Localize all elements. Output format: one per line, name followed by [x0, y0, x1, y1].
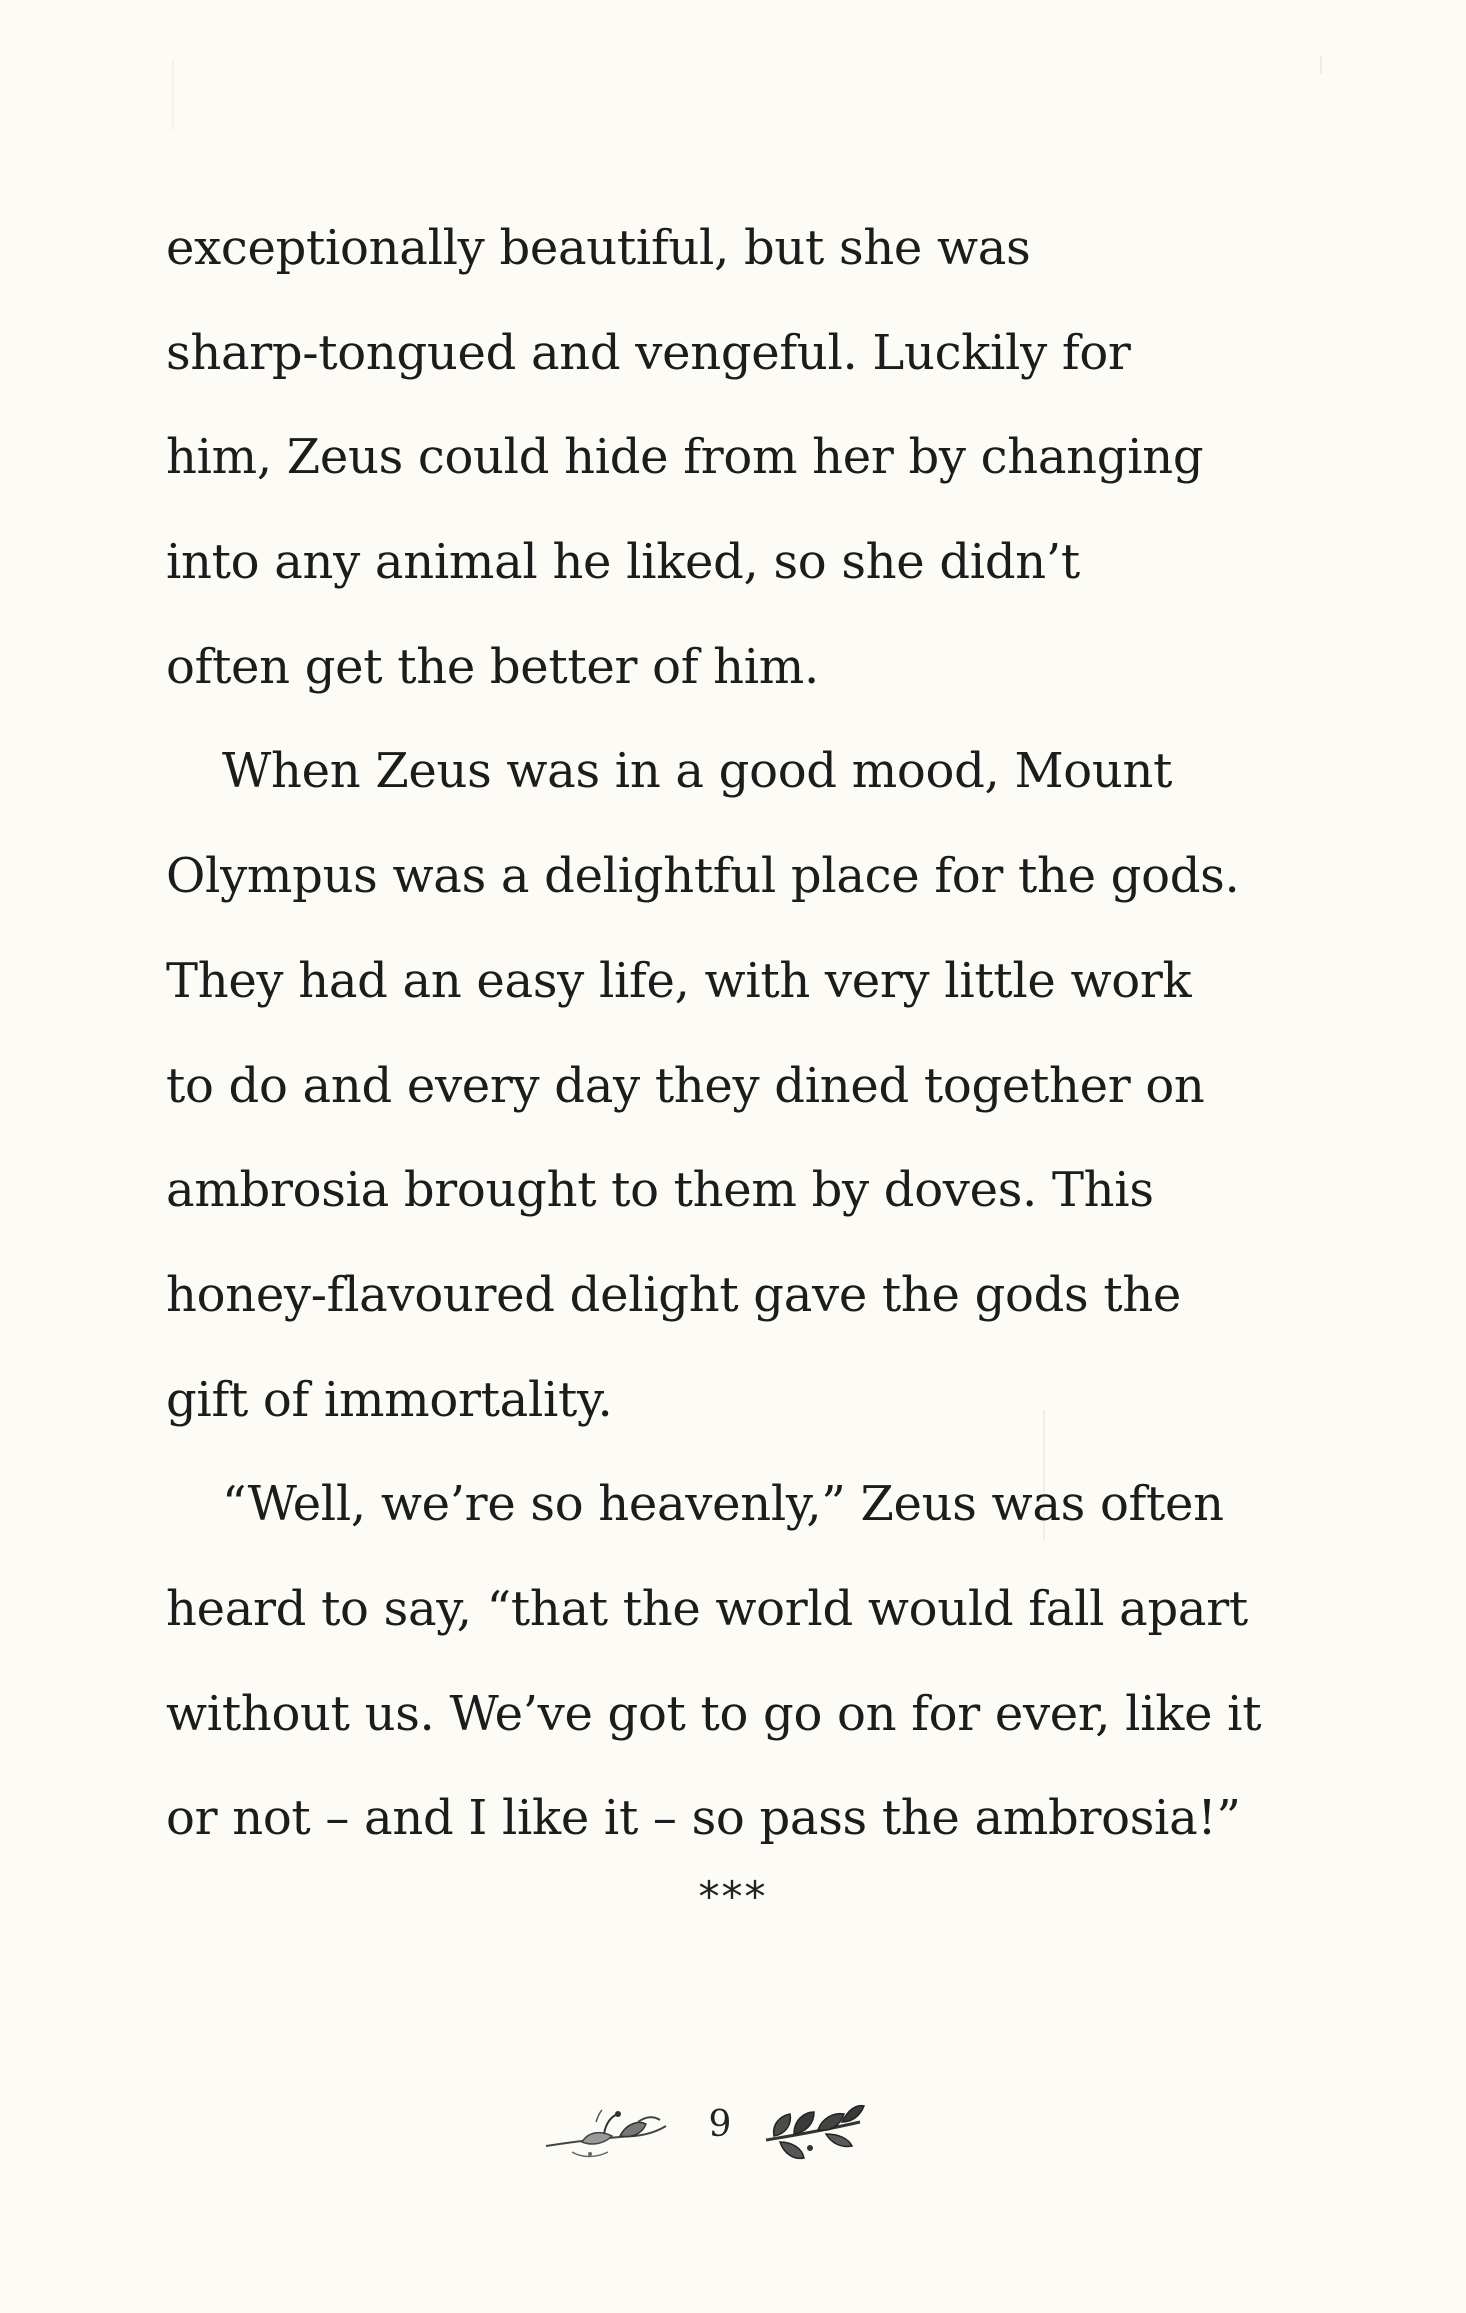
- leaf-cluster-ornament-icon: [760, 2094, 870, 2170]
- body-text: [166, 196, 1276, 1871]
- scan-artifact: [1320, 56, 1322, 74]
- text-line: sharp-tongued and vengeful. Luckily for: [166, 324, 1131, 381]
- text-line: honey-flavoured delight gave the gods the: [166, 1266, 1182, 1323]
- text-line: heard to say, “that the world would fall apart: [166, 1580, 1248, 1637]
- text-line: “Well, we’re so heavenly,” Zeus was often: [222, 1476, 1224, 1533]
- text-line: gift of immortality.: [166, 1371, 613, 1428]
- text-line: or not – and I like it – so pass the ambrosia!”: [166, 1790, 1241, 1847]
- page-number: 9: [708, 2104, 732, 2145]
- text-line: They had an easy life, with very little work: [166, 952, 1192, 1009]
- text-line: into any animal he liked, so she didn’t: [166, 534, 1080, 591]
- text-line: to do and every day they dined together on: [166, 1057, 1205, 1114]
- scan-artifact: [172, 60, 174, 130]
- text-line: Olympus was a delightful place for the gods.: [166, 848, 1240, 905]
- text-line: without us. We’ve got to go on for ever, like it: [166, 1685, 1262, 1742]
- text-line: often get the better of him.: [166, 638, 819, 695]
- text-line: When Zeus was in a good mood, Mount: [222, 743, 1173, 800]
- section-separator: ***: [698, 1872, 768, 1921]
- page-footer: [0, 2090, 1466, 2210]
- text-line: him, Zeus could hide from her by changing: [166, 429, 1204, 486]
- text-line: exceptionally beautiful, but she was: [166, 220, 1031, 276]
- leaf-sprig-ornament-icon: [542, 2102, 672, 2170]
- text-line: ambrosia brought to them by doves. This: [166, 1162, 1154, 1219]
